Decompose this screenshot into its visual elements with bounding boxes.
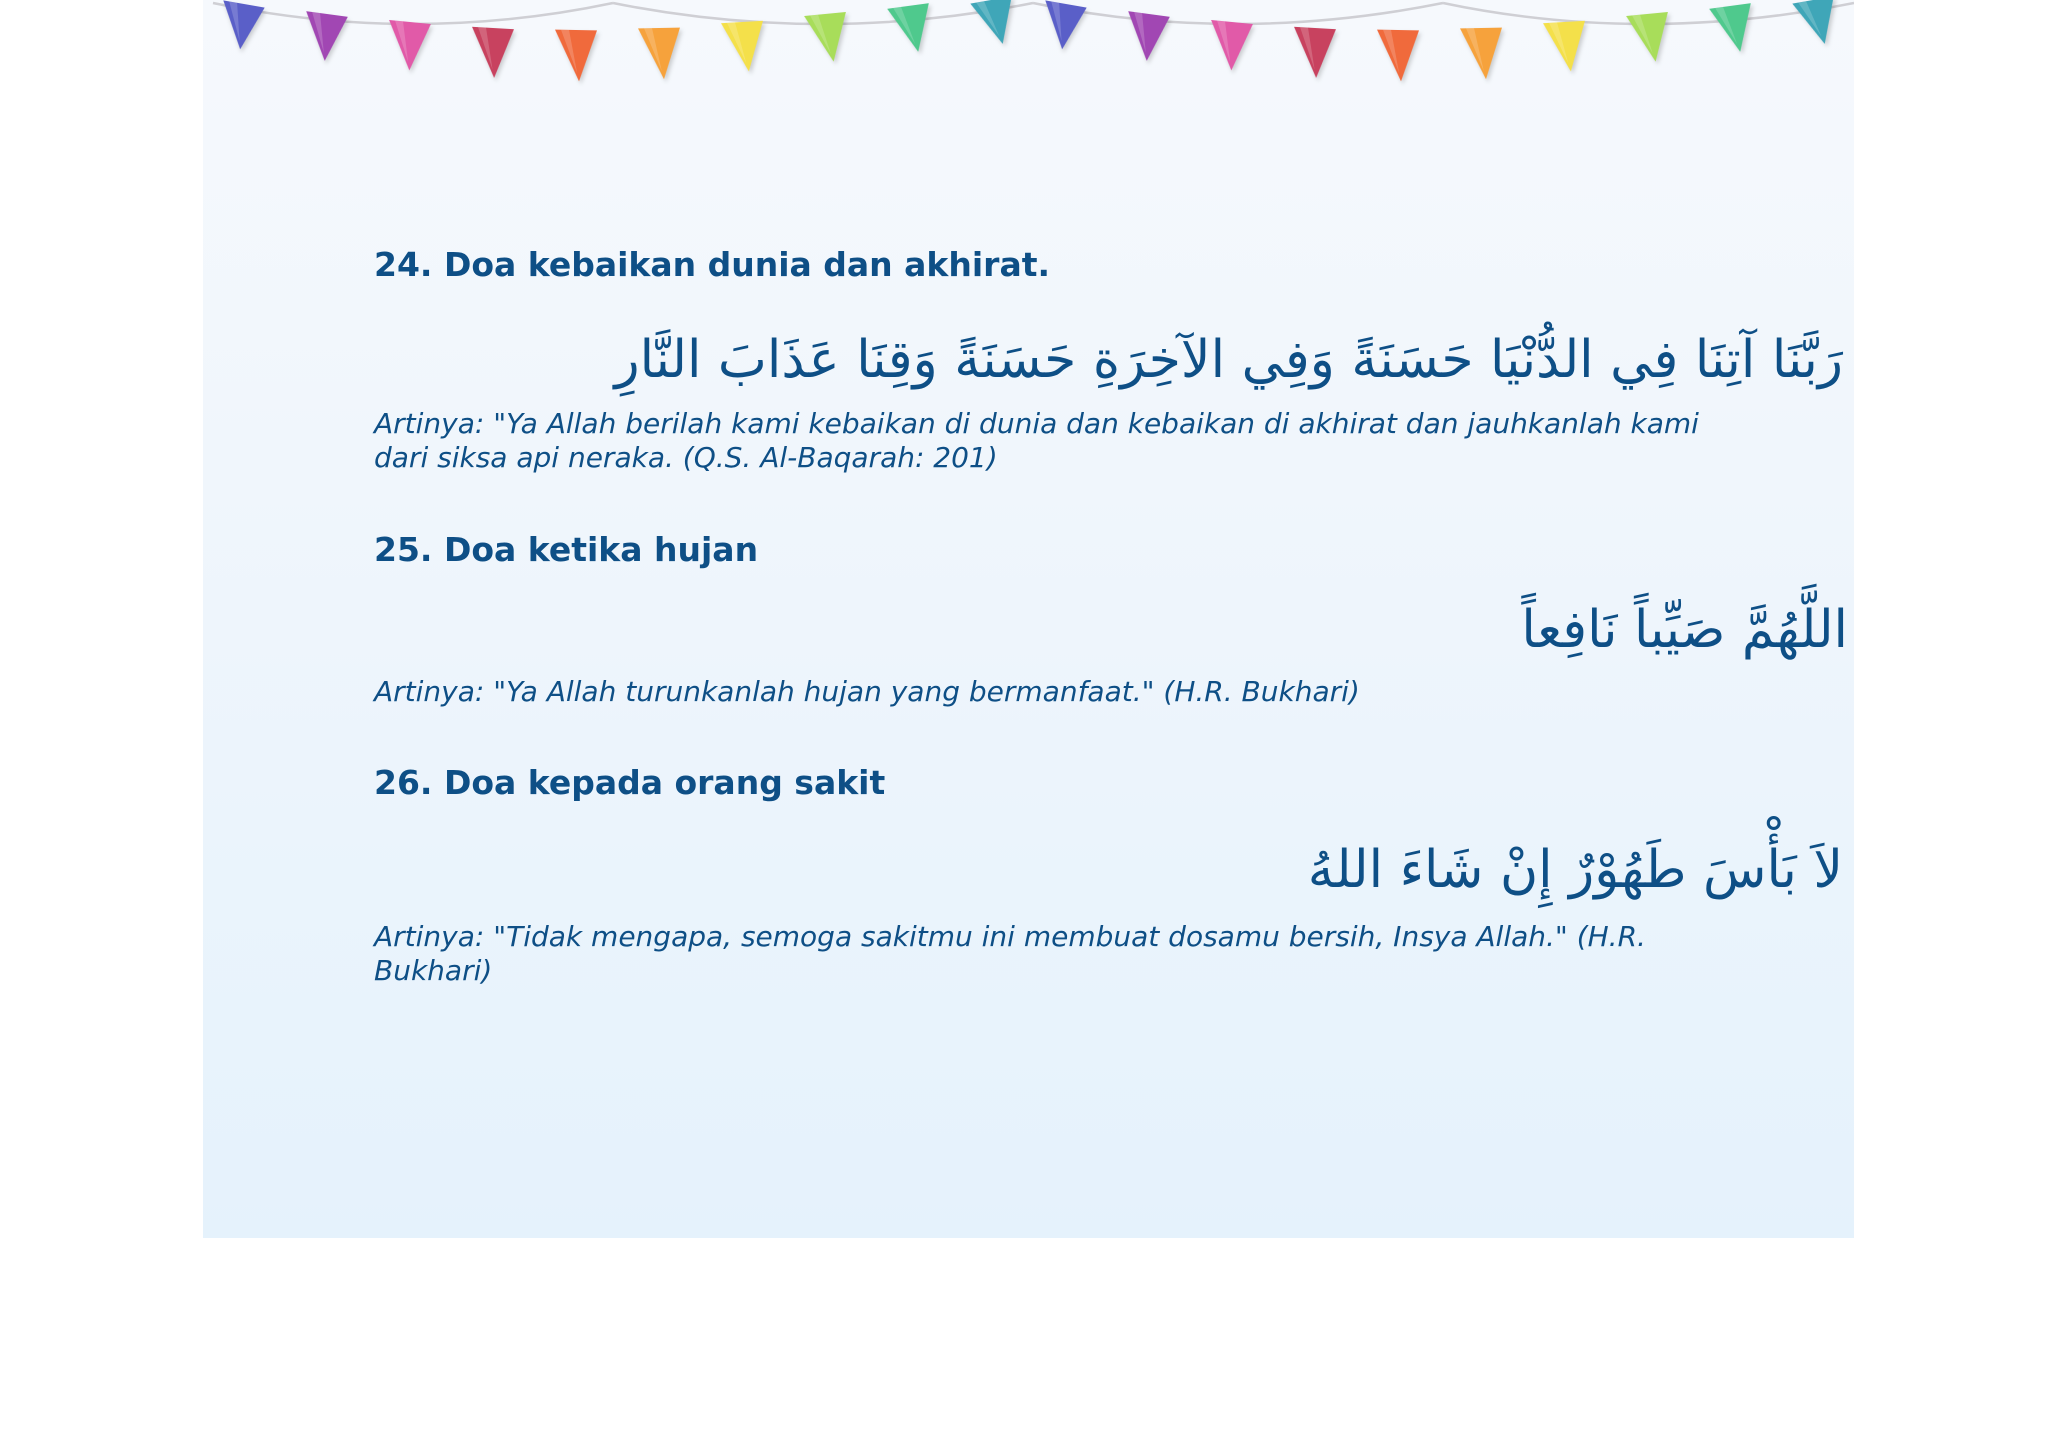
bunting-flag: [1038, 0, 1087, 52]
item-26-translation: Artinya: "Tidak mengapa, semoga sakitmu ini membuat dosamu bersih, Insya Allah." (H.R. Bukhari): [374, 920, 1646, 987]
bunting-flag: [638, 28, 681, 80]
item-26-arabic-text: لاَ بَأْسَ طَهُوْرٌ إِنْ شَاءَ اللهُ: [1307, 840, 1843, 900]
item-25-heading: 25. Doa ketika hujan: [374, 530, 759, 569]
bunting-flag: [1626, 12, 1672, 64]
item-24-translation: Artinya: "Ya Allah berilah kami kebaikan di dunia dan kebaikan di akhirat dan jauhkanlah kami dari siksa api neraka. (Q.S. Al-Baqarah: 201): [374, 407, 1699, 474]
bunting-string-right: [1033, 3, 1443, 24]
bunting-decoration: [203, 0, 1854, 110]
bunting-flag: [1543, 21, 1588, 73]
slide: [203, 0, 1854, 1238]
bunting-string-left: [213, 3, 613, 24]
bunting-flag: [804, 12, 850, 64]
bunting-flag: [1376, 30, 1419, 82]
item-24-arabic-text: رَبَّنَا آتِنَا فِي الدُّنْيَا حَسَنَةً وَفِي الآخِرَةِ حَسَنَةً وَقِنَا عَذَابَ النَّارِ: [614, 330, 1843, 390]
item-25-translation: Artinya: "Ya Allah turunkanlah hujan yang bermanfaat." (H.R. Bukhari): [374, 675, 1360, 708]
bunting-flag: [1709, 3, 1757, 55]
bunting-flag: [469, 27, 514, 79]
item-25-arabic-text: اللَّهُمَّ صَيِّباً نَافِعاً: [1521, 600, 1848, 660]
item-24-heading: 24. Doa kebaikan dunia dan akhirat.: [374, 245, 1051, 284]
bunting-flag: [887, 3, 935, 55]
bunting-flag: [384, 20, 430, 72]
bunting-flags: [216, 0, 1842, 82]
item-26-heading: 26. Doa kepada orang sakit: [374, 763, 886, 802]
bunting-flag: [1291, 27, 1336, 79]
bunting-flag: [1460, 28, 1503, 80]
bunting-flag: [554, 30, 597, 82]
bunting-flag: [216, 0, 265, 52]
bunting-flag: [1206, 20, 1252, 72]
bunting-flag: [721, 21, 766, 73]
